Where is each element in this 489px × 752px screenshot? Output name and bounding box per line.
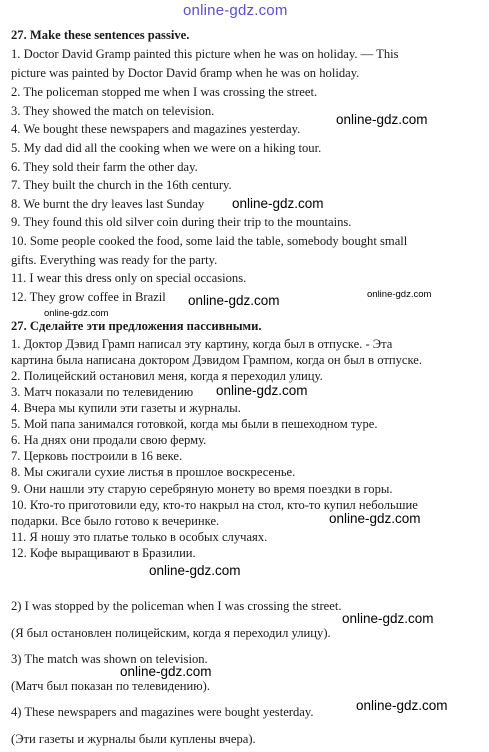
watermark: online-gdz.com bbox=[149, 563, 241, 578]
english-line: 5. My dad did all the cooking when we were on a hiking tour. bbox=[11, 141, 322, 155]
watermark: online-gdz.com bbox=[367, 289, 432, 300]
answer-english: 2) I was stopped by the policeman when I was crossing the street. bbox=[11, 599, 342, 613]
english-line: 10. Some people cooked the food, some laid the table, somebody bought small bbox=[11, 234, 408, 248]
russian-line: 5. Мой папа занимался готовкой, когда мы были в пешеходном туре. bbox=[11, 417, 378, 431]
watermark: online-gdz.com bbox=[232, 196, 324, 211]
russian-line: подарки. Все было готово к вечеринке. bbox=[11, 514, 220, 528]
watermark: online-gdz.com bbox=[356, 698, 448, 713]
english-line: 4. We bought these newspapers and magazines yesterday. bbox=[11, 122, 301, 136]
watermark: online-gdz.com bbox=[188, 293, 280, 308]
russian-line: 8. Мы сжигали сухие листья в прошлое воскресенье. bbox=[11, 465, 296, 479]
english-line: 11. I wear this dress only on special occasions. bbox=[11, 271, 247, 285]
russian-line: 1. Доктор Дэвид Грамп написал эту картину, когда был в отпуске. - Эта bbox=[11, 337, 393, 351]
english-line: 12. They grow coffee in Brazil bbox=[11, 290, 166, 304]
watermark: online-gdz.com bbox=[120, 664, 212, 679]
english-line: 9. They found this old silver coin during their trip to the mountains. bbox=[11, 215, 352, 229]
answer-english: 4) These newspapers and magazines were bought yesterday. bbox=[11, 705, 314, 719]
russian-exercise-title: 27. Сделайте эти предложения пассивными. bbox=[11, 319, 262, 333]
russian-line: 12. Кофе выращивают в Бразилии. bbox=[11, 546, 196, 560]
english-line: 2. The policeman stopped me when I was crossing the street. bbox=[11, 85, 318, 99]
english-line: 6. They sold their farm the other day. bbox=[11, 160, 198, 174]
watermark: online-gdz.com bbox=[44, 308, 109, 319]
russian-line: 2. Полицейский остановил меня, когда я переходил улицу. bbox=[11, 369, 323, 383]
russian-line: 3. Матч показали по телевидению bbox=[11, 385, 194, 399]
watermark: online-gdz.com bbox=[329, 511, 421, 526]
english-exercise-title: 27. Make these sentences passive. bbox=[11, 28, 190, 42]
english-line: 8. We burnt the dry leaves last Sunday bbox=[11, 197, 205, 211]
russian-line: 6. На днях они продали свою ферму. bbox=[11, 433, 207, 447]
russian-line: 7. Церковь построили в 16 веке. bbox=[11, 449, 183, 463]
english-line: gifts. Everything was ready for the party. bbox=[11, 253, 218, 267]
english-line: 1. Doctor David Gramp painted this picture when he was on holiday. — This bbox=[11, 47, 399, 61]
russian-line: картина была написана доктором Дэвидом Грампом, когда он был в отпуске. bbox=[11, 353, 422, 367]
russian-line: 10. Кто-то приготовили еду, кто-то накрыл на стол, кто-то купил небольшие bbox=[11, 498, 418, 512]
watermark: online-gdz.com bbox=[336, 112, 428, 127]
answer-russian: (Эти газеты и журналы были куплены вчера). bbox=[11, 732, 256, 746]
answer-english: 3) The match was shown on television. bbox=[11, 652, 208, 666]
english-line: 7. They built the church in the 16th century. bbox=[11, 178, 232, 192]
watermark-top: online-gdz.com bbox=[183, 2, 288, 19]
english-line: 3. They showed the match on television. bbox=[11, 104, 215, 118]
watermark: online-gdz.com bbox=[216, 383, 308, 398]
russian-line: 9. Они нашли эту старую серебряную монету во время поездки в горы. bbox=[11, 482, 393, 496]
answer-russian: (Я был остановлен полицейским, когда я переходил улицу). bbox=[11, 626, 331, 640]
russian-line: 4. Вчера мы купили эти газеты и журналы. bbox=[11, 401, 241, 415]
watermark: online-gdz.com bbox=[342, 611, 434, 626]
russian-line: 11. Я ношу это платье только в особых случаях. bbox=[11, 530, 268, 544]
answer-russian: (Матч был показан по телевидению). bbox=[11, 679, 211, 693]
english-line: picture was painted by Doctor David бramp when he was on holiday. bbox=[11, 66, 360, 80]
